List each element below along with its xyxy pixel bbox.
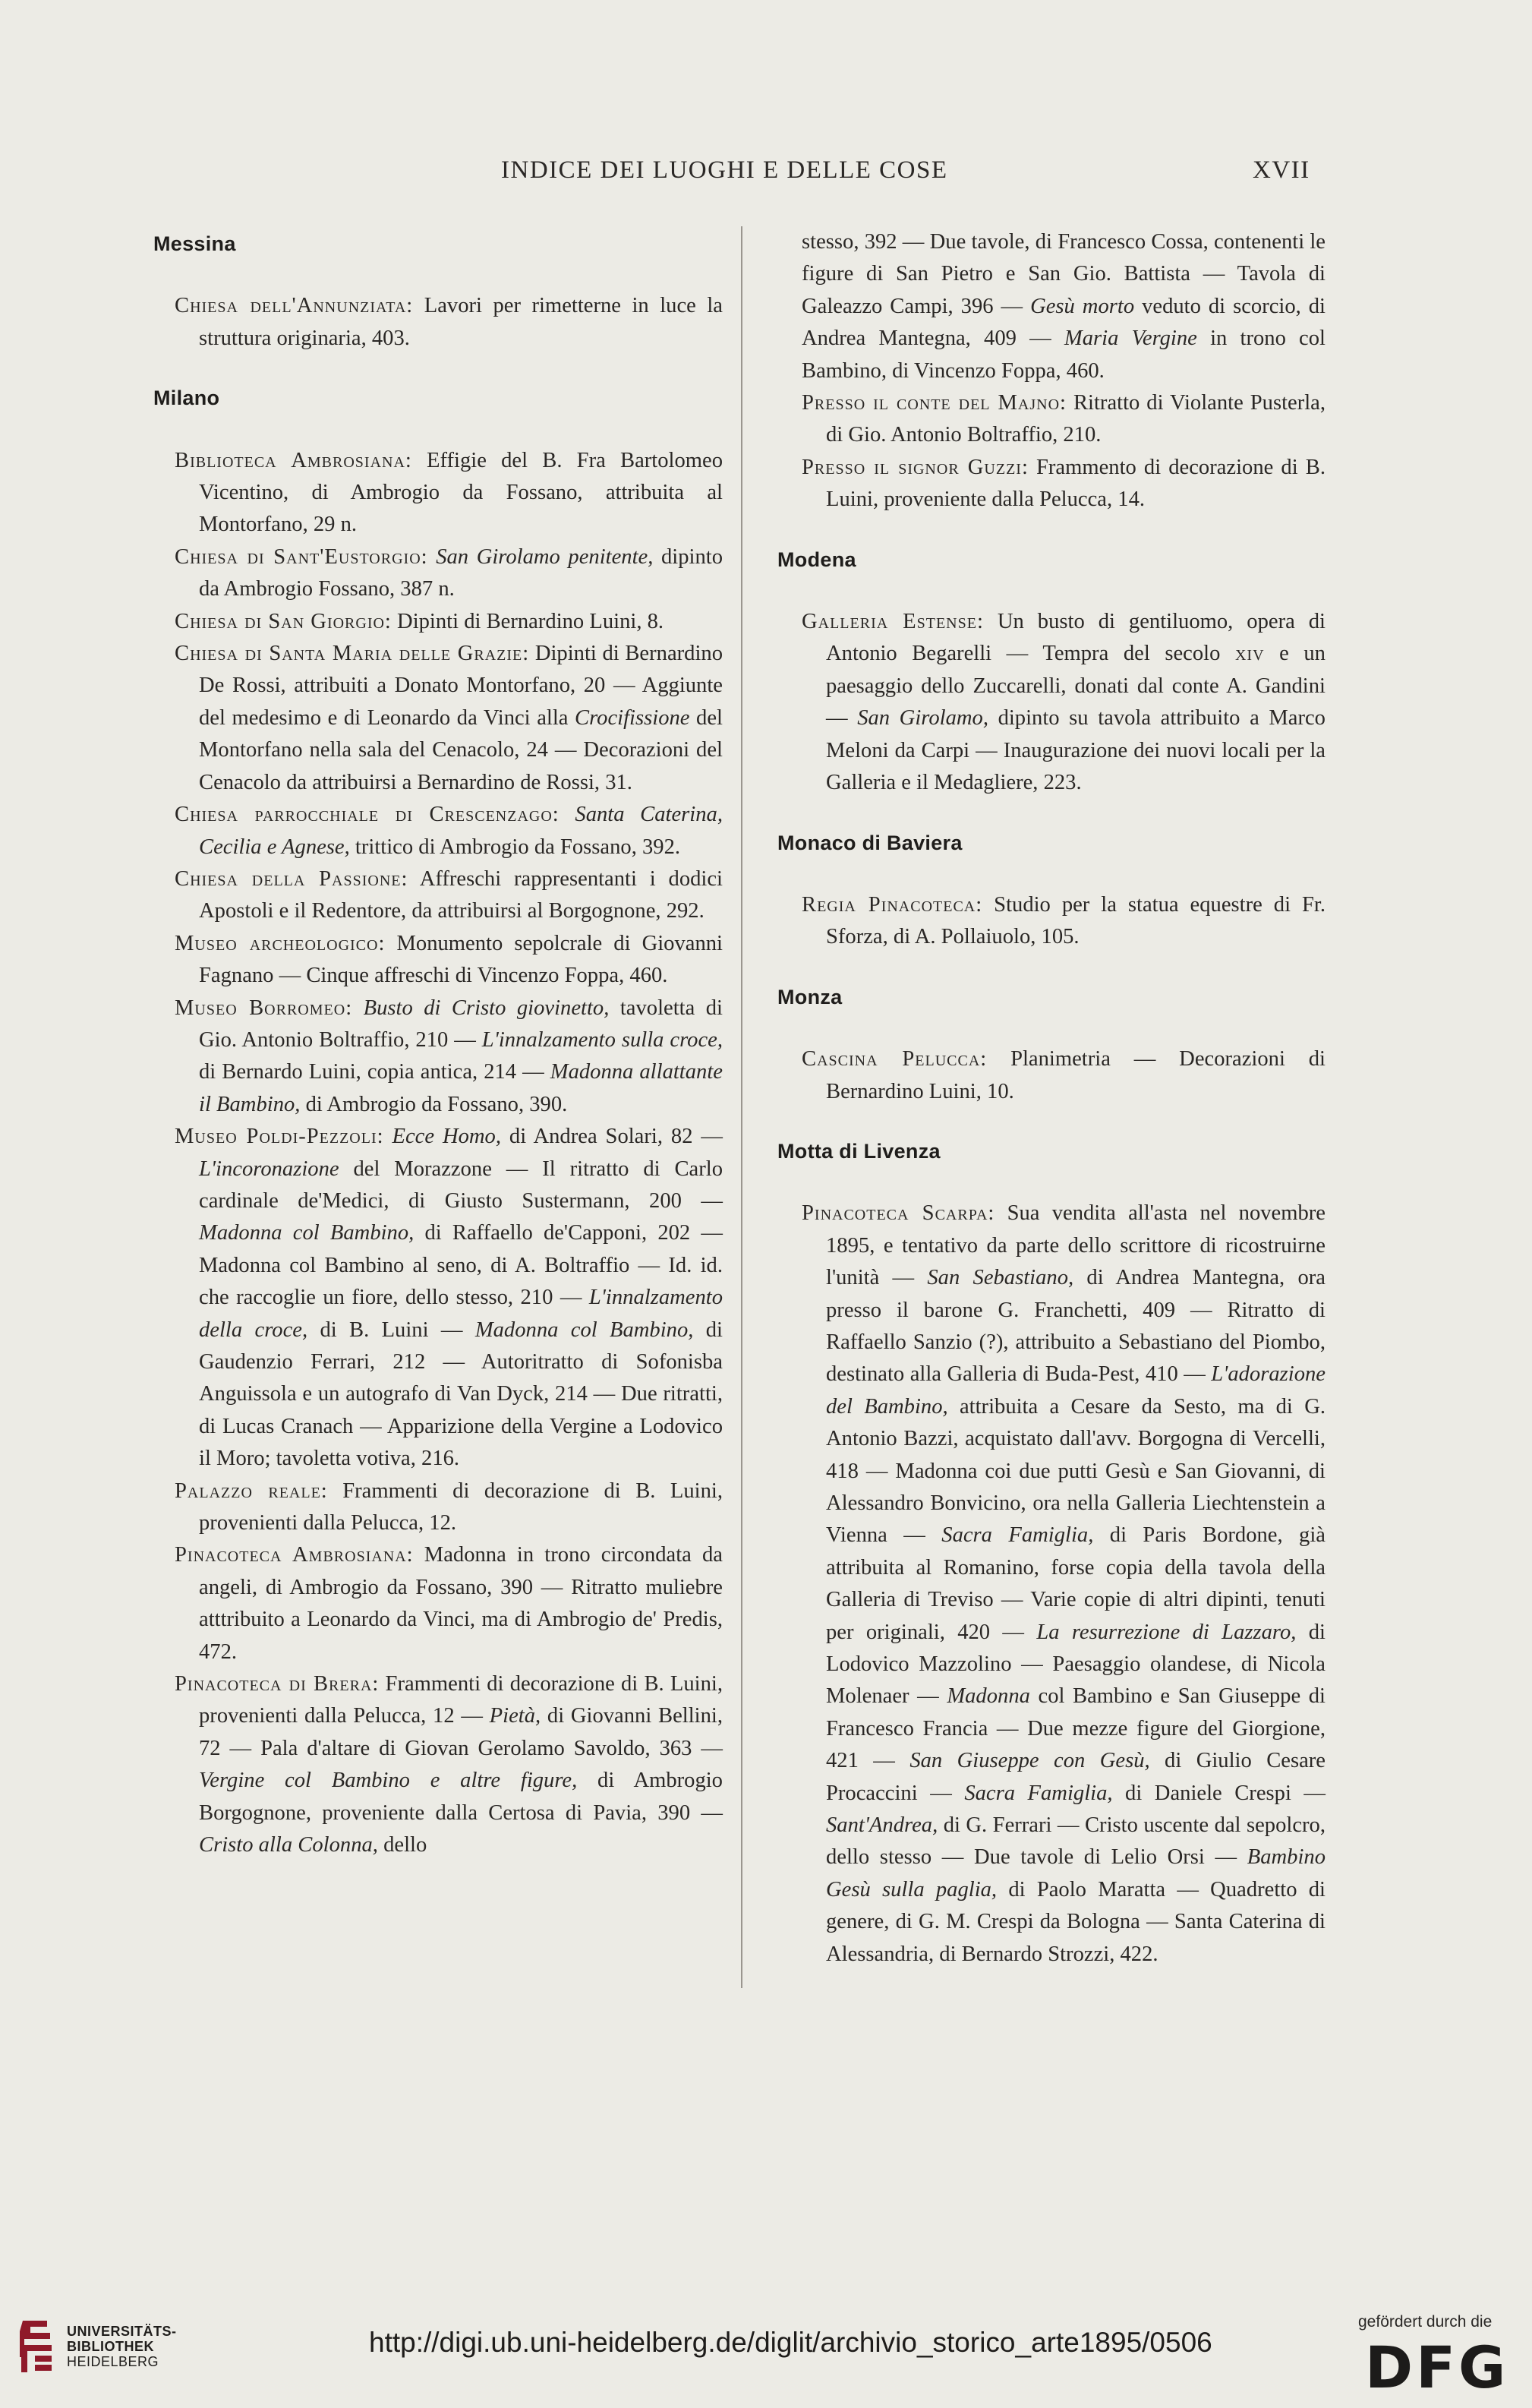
artwork-title: Pietà, (489, 1704, 541, 1728)
artwork-title: La resurrezione di Lazzaro, (1036, 1620, 1297, 1644)
entry-label: Chiesa di Sant'Eustorgio: (175, 544, 428, 569)
column-divider (741, 226, 742, 1988)
entry-text: di Ambrogio da Fossano, 390. (300, 1092, 568, 1116)
entry-label: Presso il signor Guzzi: (802, 455, 1029, 479)
running-header (0, 156, 1532, 202)
entry-label: Pinacoteca Scarpa: (802, 1201, 995, 1226)
section-heading-monza: Monza (777, 985, 843, 1008)
entry-text: Effigie del B. Fra Bartolomeo Vicentino, di Ambrogio da Fossano, attribuita al Montorfano, 29 n. (199, 448, 723, 537)
section-heading-modena: Modena (777, 548, 856, 571)
entry-text: Ritratto di Violante Pusterla, di Gio. Antonio Boltraffio, 210. (826, 391, 1326, 447)
entry-text: in trono col Bambino, di Vincenzo Foppa, 460. (802, 327, 1326, 383)
artwork-title: Santa Caterina, Cecilia e Agnese, (199, 803, 723, 859)
index-entry (152, 606, 723, 638)
index-entry (779, 1043, 1326, 1108)
entry-label: Regia Pinacoteca: (802, 892, 983, 917)
artwork-title: L'incoronazione (199, 1157, 339, 1181)
artwork-title: Madonna col Bambino, (199, 1221, 415, 1245)
entry-text: di B. Luini — (307, 1318, 475, 1342)
entry-label: Chiesa della Passione: (175, 866, 408, 891)
entry-text: e un paesaggio dello Zuccarelli, donati dal conte A. Gandini — (826, 642, 1326, 731)
entry-text: di Giovanni Bellini, 72 — Pala d'altare di Giovan Gerolamo Savoldo, 363 — (199, 1704, 723, 1760)
entry-label: Palazzo reale: (175, 1479, 328, 1503)
artwork-title: Vergine col Bambino e altre figure, (199, 1769, 578, 1793)
index-entry (779, 1198, 1326, 1971)
index-entry (152, 1121, 723, 1475)
entry-text: dello (377, 1833, 427, 1857)
entry-text: Sua vendita all'asta nel novembre 1895, e tentativo da parte dello scrittore di ricostruirne l'unità — (826, 1201, 1326, 1290)
entry-label: Chiesa di Santa Maria delle Grazie: (175, 642, 530, 666)
funder-label: gefördert durch die (1358, 2313, 1493, 2331)
entry-label: Galleria Estense: (802, 610, 984, 634)
index-entry (152, 863, 723, 928)
entry-text: di Andrea Solari, 82 — (501, 1125, 723, 1149)
entry-text: di Paolo Maratta — Quadretto di genere, di G. M. Crespi da Bologna — Santa Caterina di Alessandria, di Bernardo Strozzi, 422. (826, 1877, 1326, 1966)
index-entry (152, 445, 723, 541)
entry-text: Frammenti di decorazione di B. Luini, provenienti dalla Pelucca, 12 — (199, 1672, 723, 1728)
index-entry (152, 638, 723, 799)
logo-line: HEIDELBERG (67, 2354, 159, 2369)
artwork-title: Cristo alla Colonna, (199, 1833, 378, 1857)
header-title: INDICE DEI LUOGHI E DELLE COSE (501, 156, 948, 184)
index-entry (152, 799, 723, 863)
entry-text: di Giulio Cesare Procaccini — (826, 1749, 1326, 1805)
logo-line: UNIVERSITÄTS- (67, 2324, 177, 2339)
artwork-title: Busto di Cristo giovinetto, (363, 996, 610, 1020)
entry-text: dipinto su tavola attribuito a Marco Meloni da Carpi — Inaugurazione dei nuovi locali per la Galleria e il Medagliere, 223. (826, 706, 1326, 795)
left-column (152, 228, 723, 1862)
artwork-title: Sant'Andrea, (826, 1813, 938, 1838)
entry-text: di G. Ferrari — Cristo uscente dal sepolcro, dello stesso — Due tavole di Lelio Orsi — (826, 1813, 1326, 1870)
artwork-title: Gesù morto (1030, 294, 1135, 318)
entry-text: di Gaudenzio Ferrari, 212 — Autoritratto di Sofonisba Anguissola e un autografo di Van Dyck, 214 — Due ritratti, di Lucas Cranach — Apparizione della Vergine a Lodovico il Moro; tavoletta votiva, 216. (199, 1318, 723, 1471)
entry-text: di Raffaello de'Capponi, 202 — Madonna col Bambino al seno, di A. Boltraffio — Id. id. che raccoglie un fiore, dello stesso, 210 — (199, 1221, 723, 1310)
index-entry (779, 452, 1326, 516)
page-number: XVII (1253, 156, 1310, 184)
index-entry (152, 1668, 723, 1861)
index-entry (152, 928, 723, 993)
artwork-title: San Giuseppe con Gesù, (909, 1749, 1150, 1773)
entry-label: Chiesa parrocchiale di Crescenzago: (175, 803, 560, 827)
artwork-title: Crocifissione (575, 705, 690, 730)
entry-text: Dipinti di Bernardino Luini, 8. (391, 609, 664, 633)
source-url-link[interactable]: http://digi.ub.uni-heidelberg.de/diglit/archivio_storico_arte1895/0506 (369, 2327, 1212, 2358)
entry-text: Studio per la statua equestre di Fr. Sforza, di A. Pollaiuolo, 105. (826, 892, 1326, 949)
entry-label: Museo Borromeo: (175, 996, 353, 1020)
entry-text: stesso, 392 — Due tavole, di Francesco Cossa, contenenti le figure di San Pietro e San Gio. Battista — Tavola di Galeazzo Campi, 396 — (802, 230, 1326, 318)
entry-text: dipinto da Ambrogio Fossano, 387 n. (199, 544, 723, 601)
entry-text: trittico di Ambrogio da Fossano, 392. (349, 835, 681, 859)
artwork-title: Maria Vergine (1064, 327, 1197, 351)
index-entry (152, 1475, 723, 1540)
logo-line: BIBLIOTHEK (67, 2339, 154, 2354)
entry-text: del Morazzone — Il ritratto di Carlo cardinale de'Medici, di Giusto Sustermann, 200 — (199, 1157, 723, 1213)
right-column (779, 226, 1326, 1971)
entry-text: di Lodovico Mazzolino — Paesaggio olandese, di Nicola Molenaer — (826, 1620, 1326, 1709)
entry-label: Museo Poldi-Pezzoli: (175, 1125, 384, 1149)
entry-text: di Paris Bordone, già attribuita al Romanino, forse copia della tavola della Galleria di Treviso — Varie copie di altri dipinti, tenuti per originali, 420 — (826, 1523, 1326, 1644)
artwork-title: Sacra Famiglia, (941, 1523, 1094, 1548)
entry-label: Presso il conte del Majno: (802, 391, 1067, 415)
entry-label: Pinacoteca Ambrosiana: (175, 1543, 414, 1567)
entry-text: col Bambino e San Giuseppe di Francesco Francia — Due mezze figure del Giorgione, 421 — (826, 1684, 1326, 1773)
entry-text: Planimetria — Decorazioni di Bernardino Luini, 10. (826, 1047, 1326, 1103)
index-entry (152, 1539, 723, 1668)
artwork-title: San Sebastiano, (927, 1266, 1074, 1290)
entry-text: Madonna in trono circondata da angeli, di Ambrogio da Fossano, 390 — Ritratto muliebre atttribuito a Leonardo da Vinci, ma di Ambrogio de' Predis, 472. (199, 1543, 723, 1664)
index-entry (779, 889, 1326, 954)
entry-label: Chiesa di San Giorgio: (175, 609, 392, 633)
entry-text: Monumento sepolcrale di Giovanni Fagnano — Cinque affreschi di Vincenzo Foppa, 460. (199, 931, 723, 988)
entry-text: Frammenti di decorazione di B. Luini, provenienti dalla Pelucca, 12. (199, 1479, 723, 1535)
century-numeral: xiv (1234, 642, 1265, 666)
entry-label: Biblioteca Ambrosiana: (175, 448, 412, 472)
entry-text: Un busto di gentiluomo, opera di Antonio Begarelli — Tempra del secolo (826, 610, 1326, 666)
artwork-title: San Girolamo penitente, (436, 544, 654, 569)
artwork-title: Ecce Homo, (392, 1125, 501, 1149)
artwork-title: Sacra Famiglia, (964, 1781, 1113, 1805)
entry-text: di Andrea Mantegna, ora presso il barone G. Franchetti, 409 — Ritratto di Raffaello Sanzio (?), attribuito a Sebastiano del Piombo, destinato alla Galleria di Buda-Pest, 410 — (826, 1266, 1326, 1387)
index-entry (779, 387, 1326, 452)
university-library-name (67, 2324, 177, 2369)
entry-label: Chiesa dell'Annunziata: (175, 294, 414, 318)
entry-text: Affreschi rappresentanti i dodici Apostoli e il Redentore, da attribuirsi al Borgognone, 292. (199, 866, 723, 923)
entry-text: tavoletta di Gio. Antonio Boltraffio, 210 — (199, 996, 723, 1052)
section-heading-monaco: Monaco di Baviera (777, 831, 963, 854)
artwork-title: L'innalzamento sulla croce, (481, 1027, 723, 1052)
entry-text: di Ambrogio Borgognone, proveniente dalla Certosa di Pavia, 390 — (199, 1769, 723, 1825)
entry-text: Dipinti di Bernardino De Rossi, attribuiti a Donato Montorfano, 20 — Aggiunte del medesimo e di Leonardo da Vinci alla (199, 642, 723, 730)
entry-text: di Bernardo Luini, copia antica, 214 — (199, 1060, 550, 1084)
entry-text: veduto di scorcio, di Andrea Mantegna, 409 — (802, 294, 1326, 351)
artwork-title: L'adorazione del Bambino, (826, 1362, 1326, 1419)
digitization-footer (0, 2286, 1532, 2408)
artwork-title: San Girolamo, (857, 706, 988, 731)
index-entry (152, 993, 723, 1122)
entry-text: del Montorfano nella sala del Cenacolo, 24 — Decorazioni del Cenacolo da attribuirsi a Bernardino de Rossi, 31. (199, 705, 723, 794)
artwork-title: Madonna (947, 1684, 1030, 1709)
section-heading-messina: Messina (153, 232, 236, 255)
entry-text: di Daniele Crespi — (1112, 1781, 1326, 1805)
artwork-title: Madonna allattante il Bambino, (199, 1060, 723, 1116)
entry-text: attribuita a Cesare da Sesto, ma di G. Antonio Bazzi, acquistato dall'avv. Borgogna di Vercelli, 418 — Madonna coi due putti Gesù e San Giovanni, di Alessandro Bonvicino, ora nella Galleria Liechtenstein a Vienna — (826, 1394, 1326, 1548)
index-entry-continued (779, 226, 1326, 387)
artwork-title: Madonna col Bambino, (474, 1318, 694, 1342)
entry-text: Lavori per rimetterne in luce la struttura originaria, 403. (199, 294, 723, 350)
section-heading-milano: Milano (153, 387, 220, 410)
dfg-logo: DFG (1365, 2334, 1509, 2401)
artwork-title: L'innalzamento della croce, (199, 1286, 723, 1342)
entry-label: Pinacoteca di Brera: (175, 1672, 380, 1696)
artwork-title: Bambino Gesù sulla paglia, (826, 1845, 1326, 1901)
university-library-logo-icon (17, 2316, 56, 2377)
section-heading-motta: Motta di Livenza (777, 1139, 941, 1163)
index-entry (152, 541, 723, 606)
index-entry (152, 290, 723, 355)
entry-text: Frammento di decorazione di B. Luini, proveniente dalla Pelucca, 14. (826, 455, 1326, 512)
entry-label: Museo archeologico: (175, 931, 386, 955)
index-entry (779, 606, 1326, 799)
entry-label: Cascina Pelucca: (802, 1047, 988, 1071)
